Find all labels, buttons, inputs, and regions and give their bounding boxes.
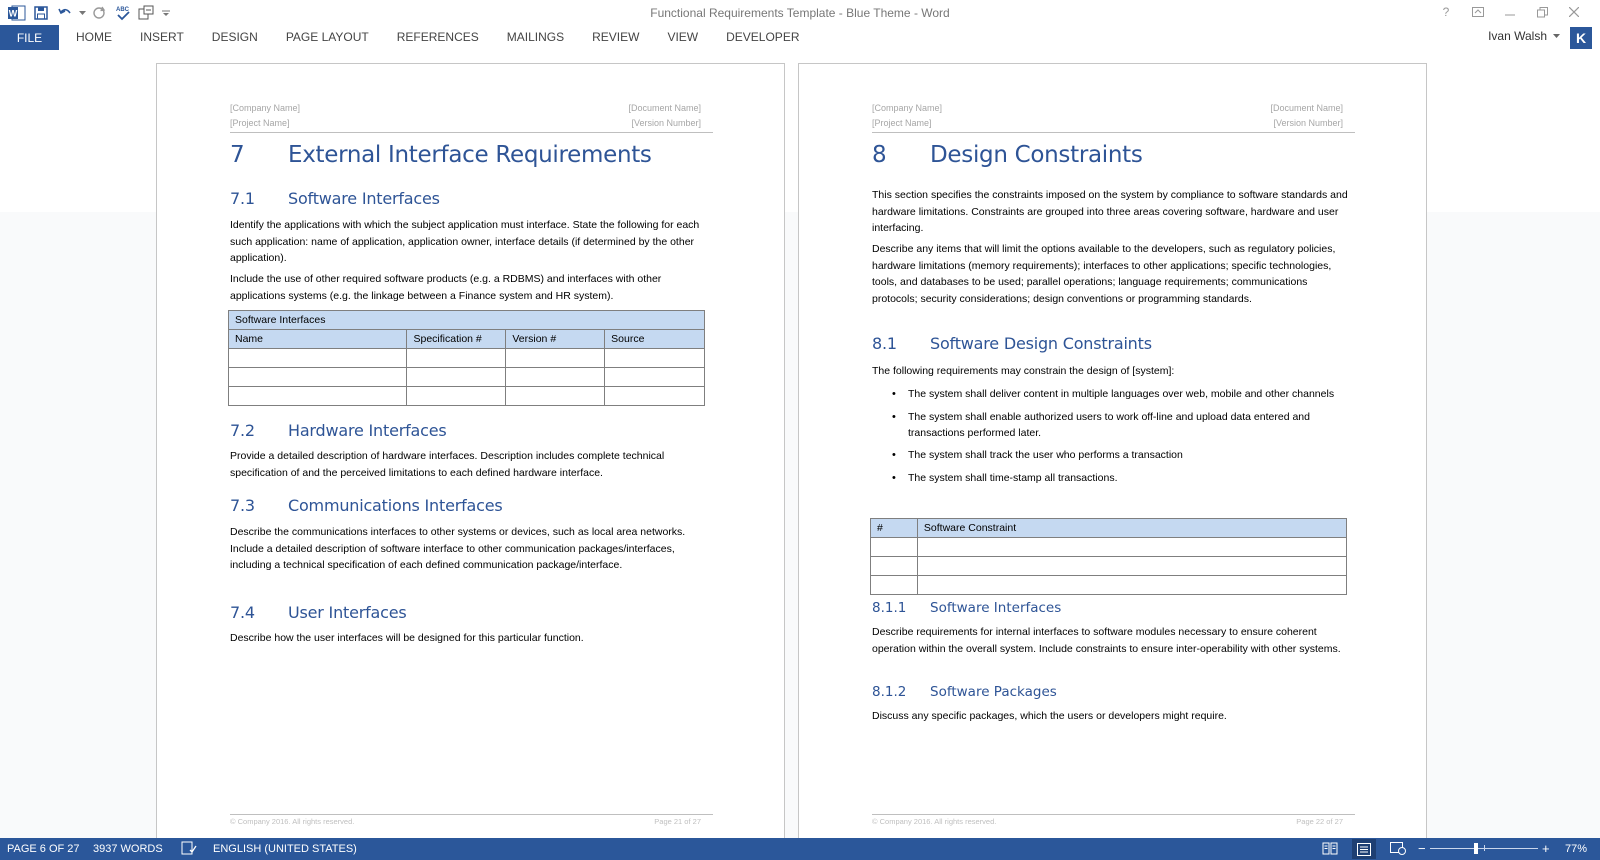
- ribbon-tabs-bar: [0, 25, 1600, 50]
- table-row: [871, 576, 1347, 595]
- footer-copyright: © Company 2016. All rights reserved.: [230, 817, 355, 826]
- page-22[interactable]: [798, 63, 1427, 840]
- software-constraint-table: [870, 518, 1347, 595]
- restore-icon[interactable]: [1528, 3, 1556, 21]
- zoom-out-button[interactable]: −: [1418, 841, 1426, 856]
- window-controls: [1432, 3, 1588, 21]
- tab-review[interactable]: REVIEW: [592, 30, 640, 44]
- heading-7-3: [230, 496, 503, 515]
- heading-text: External Interface Requirements: [288, 142, 652, 168]
- table-row: [229, 387, 705, 406]
- tab-mailings[interactable]: MAILINGS: [506, 30, 565, 44]
- heading-7-4: [230, 603, 407, 622]
- header-project-name: [Project Name]: [872, 118, 932, 128]
- heading-number: 8.1.1: [872, 600, 907, 616]
- header-company-name: [Company Name]: [872, 103, 943, 113]
- paragraph: Discuss any specific packages, which the users or developers might require.: [872, 710, 1227, 722]
- close-icon[interactable]: [1560, 3, 1588, 21]
- window-title: Functional Requirements Template - Blue Theme - Word: [650, 6, 950, 20]
- heading-8-1-2: [872, 684, 1057, 700]
- ribbon-tabs: [62, 25, 813, 50]
- heading-text: Software Design Constraints: [930, 334, 1152, 353]
- minimize-icon[interactable]: [1496, 3, 1524, 21]
- tab-design[interactable]: DESIGN: [211, 30, 258, 44]
- svg-text:ABC: ABC: [116, 7, 129, 13]
- heading-number: 8.1.2: [872, 684, 907, 700]
- column-header: Name: [229, 330, 407, 349]
- zoom-in-button[interactable]: +: [1542, 841, 1550, 856]
- paragraph: Describe the communications interfaces to other systems or devices, such as local area networks. Include a detailed description of software interface to other communication packages/interfaces, including a technical specification of each defined communication package/interface.: [230, 526, 686, 571]
- heading-text: User Interfaces: [288, 603, 407, 622]
- heading-number: 7.1: [230, 189, 255, 208]
- table-row: [871, 538, 1347, 557]
- table-cell[interactable]: [917, 538, 1346, 557]
- column-header: Source: [605, 330, 705, 349]
- proofing-icon[interactable]: [181, 841, 197, 858]
- heading-8: [872, 142, 1143, 168]
- table-cell[interactable]: [917, 576, 1346, 595]
- page-footer: [872, 814, 1355, 826]
- paragraph: Include the use of other required software products (e.g. a RDBMS) and interfaces with other applications systems (e.g. the linkage between a Finance system and HR system).: [230, 273, 662, 302]
- list-item: • The system shall enable authorized users to work off-line and upload data entered and transactions performed later.: [892, 409, 1342, 441]
- chevron-down-icon: [1553, 34, 1560, 39]
- word-count[interactable]: 3937 WORDS: [93, 843, 163, 855]
- tab-home[interactable]: HOME: [76, 30, 112, 44]
- tab-developer[interactable]: DEVELOPER: [726, 30, 800, 44]
- heading-number: 7.2: [230, 421, 255, 440]
- table-cell[interactable]: [506, 387, 605, 406]
- table-cell[interactable]: [229, 349, 407, 368]
- column-header: #: [871, 519, 918, 538]
- status-bar: [0, 838, 1600, 860]
- ribbon-display-icon[interactable]: [1464, 3, 1492, 21]
- table-cell[interactable]: [407, 349, 506, 368]
- table-row: [229, 349, 705, 368]
- column-header: Software Constraint: [917, 519, 1346, 538]
- footer-page-number: Page 21 of 27: [654, 817, 701, 826]
- table-row: [871, 557, 1347, 576]
- table-cell[interactable]: [605, 387, 705, 406]
- tab-page-layout[interactable]: PAGE LAYOUT: [285, 30, 369, 44]
- list-item: • The system shall time-stamp all transactions.: [892, 470, 1342, 486]
- heading-number: 7: [230, 142, 245, 168]
- title-bar: [0, 0, 1600, 25]
- paragraph: Describe how the user interfaces will be designed for this particular function.: [230, 632, 584, 644]
- column-header: Version #: [506, 330, 605, 349]
- header-company-name: [Company Name]: [230, 103, 301, 113]
- header-document-name: [Document Name]: [1270, 103, 1343, 113]
- zoom-level[interactable]: 77%: [1565, 843, 1588, 855]
- heading-7-2: [230, 421, 447, 440]
- header-document-name: [Document Name]: [628, 103, 701, 113]
- heading-number: 8: [872, 142, 887, 168]
- svg-text:W: W: [8, 8, 18, 19]
- paragraph: The following requirements may constrain the design of [system]:: [872, 365, 1175, 377]
- table-cell[interactable]: [871, 576, 918, 595]
- heading-7: [230, 142, 652, 168]
- table-cell[interactable]: [407, 368, 506, 387]
- table-cell[interactable]: [407, 387, 506, 406]
- page-footer: [230, 814, 713, 826]
- heading-number: 7.3: [230, 496, 255, 515]
- heading-text: Software Packages: [930, 684, 1057, 700]
- footer-copyright: © Company 2016. All rights reserved.: [872, 817, 997, 826]
- table-caption: Software Interfaces: [229, 311, 705, 330]
- paragraph: This section specifies the constraints imposed on the system by compliance to software standards and hardware limitations. Constraints are grouped into three areas covering software, hardware and user interfacing.: [872, 189, 1348, 234]
- heading-number: 7.4: [230, 603, 255, 622]
- zoom-100-tick: [1484, 845, 1485, 851]
- help-icon[interactable]: ?: [1442, 5, 1450, 19]
- print-layout-icon[interactable]: [1352, 839, 1376, 859]
- heading-text: Design Constraints: [930, 142, 1143, 168]
- header-version-number: [Version Number]: [631, 118, 701, 128]
- table-cell[interactable]: [605, 368, 705, 387]
- paragraph: Describe any items that will limit the options available to the developers, such as regulatory policies, hardware limitations (memory requirements); interfaces to other applications; specific technologies, tools, and databases to be used; parallel operations; language requirements; communications protocols; security considerations; design conventions or programming standards.: [872, 243, 1336, 305]
- web-layout-icon[interactable]: [1390, 842, 1406, 858]
- language[interactable]: ENGLISH (UNITED STATES): [213, 843, 357, 855]
- read-mode-icon[interactable]: [1322, 842, 1338, 858]
- tab-references[interactable]: REFERENCES: [396, 30, 479, 44]
- software-interfaces-table: [228, 310, 705, 406]
- table-cell[interactable]: [871, 538, 918, 557]
- column-header: Specification #: [407, 330, 506, 349]
- table-cell[interactable]: [229, 387, 407, 406]
- paragraph: Identify the applications with which the subject application must interface. State the following for each such application: name of application, application owner, interface details (if determined by the other application).: [230, 219, 700, 264]
- table-cell[interactable]: [871, 557, 918, 576]
- user-name: Ivan Walsh: [1488, 29, 1547, 43]
- document-area[interactable]: [0, 52, 1600, 840]
- constraints-list: [892, 386, 1342, 492]
- heading-text: Communications Interfaces: [288, 496, 503, 515]
- heading-text: Software Interfaces: [288, 189, 440, 208]
- table-cell[interactable]: [506, 368, 605, 387]
- footer-page-number: Page 22 of 27: [1296, 817, 1343, 826]
- header-divider: [230, 132, 713, 133]
- heading-7-1: [230, 189, 440, 208]
- heading-text: Software Interfaces: [930, 600, 1062, 616]
- paragraph: Provide a detailed description of hardware interfaces. Description includes complete technical specification of and the perceived limitations to each defined hardware interface.: [230, 450, 665, 479]
- avatar[interactable]: K: [1570, 27, 1592, 49]
- list-item: • The system shall track the user who performs a transaction: [892, 447, 1342, 463]
- heading-8-1: [872, 334, 1152, 353]
- list-item: • The system shall deliver content in multiple languages over web, mobile and other channels: [892, 386, 1342, 402]
- heading-8-1-1: [872, 600, 1061, 616]
- table-cell[interactable]: [605, 349, 705, 368]
- page-count[interactable]: PAGE 6 OF 27: [7, 843, 80, 855]
- page-21[interactable]: [156, 63, 785, 840]
- heading-text: Hardware Interfaces: [288, 421, 447, 440]
- heading-number: 8.1: [872, 334, 897, 353]
- table-cell[interactable]: [506, 349, 605, 368]
- tab-file[interactable]: FILE: [0, 25, 59, 50]
- tab-insert[interactable]: INSERT: [140, 30, 184, 44]
- paragraph: Describe requirements for internal interfaces to software modules necessary to ensure coherent operation within the overall system. Include constraints to ensure inter-operability with other systems.: [872, 626, 1341, 655]
- user-account[interactable]: [1488, 29, 1560, 43]
- table-cell[interactable]: [229, 368, 407, 387]
- header-version-number: [Version Number]: [1273, 118, 1343, 128]
- header-divider: [872, 132, 1355, 133]
- zoom-slider-thumb[interactable]: [1474, 843, 1478, 854]
- table-row: [229, 368, 705, 387]
- table-cell[interactable]: [917, 557, 1346, 576]
- header-project-name: [Project Name]: [230, 118, 290, 128]
- tab-view[interactable]: VIEW: [667, 30, 699, 44]
